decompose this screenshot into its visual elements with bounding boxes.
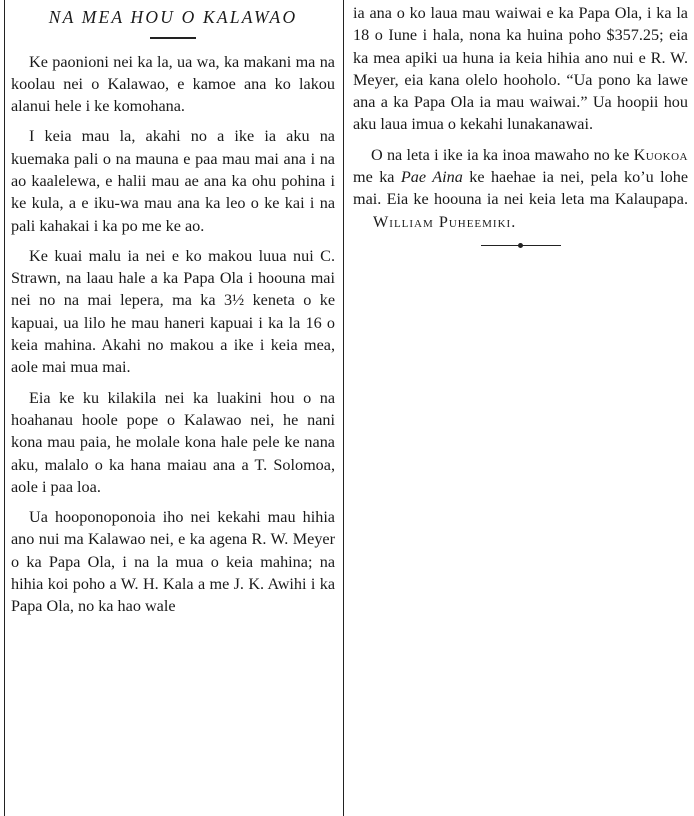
paragraph-letters (353, 144, 688, 233)
letters-text-between: me ka (353, 168, 395, 187)
paragraph-lumber-sale: Ke kuai malu ia nei e ko makou luua nui C. Strawn, na laau hale a ka Papa Ola i hoouna mai nei no na mai lepera, ma ka 3½ keneta o ke kapuai, ua lilo he mau haneri kapuai i ka la 16 o keia mahina. Akahi no makou a ike i keia mea, aole mai mua mai. (11, 246, 335, 377)
newspaper-name-kuokoa: Kuokoa (633, 145, 688, 164)
end-of-article-rule (481, 245, 561, 246)
article-column-left (4, 0, 344, 816)
paragraph-mountains: I keia mau la, akahi no a ike ia aku na kuemaka pali o na mauna e paa mau mai ana i na ao kaalelewa, e halii mau ae ana ka ohu pohina i ke kula, a e iku-wa mau ana ka leo o ke kai i na pali kahakai i ka po me ke ao. (11, 127, 335, 235)
end-rule-dot (518, 243, 523, 248)
paragraph-new-church: Eia ke ku kilakila nei ka luakini hou o na hoahanau hoole pope o Kalawao nei, he nani kona mau paia, he molale kona hale pele ke nana aku, malalo o ka hana maiau ana a T. Solomoa, aole i paa loa. (11, 388, 335, 496)
paragraph-court-cases: Ua hooponoponoia iho nei kekahi mau hihia ano nui ma Kalawao nei, e ka agena R. W. Meyer o ka Papa Ola, i na la mua o keia mahina; na hihia koi poho a W. H. Kala a me J. K. Awihi i ka Papa Ola, no ka hao wale (11, 508, 335, 616)
headline-rule (150, 37, 196, 39)
letters-text-start: O na leta i ike ia ka inoa mawaho no ke (371, 145, 630, 164)
author-signature: William Puheemiki. (373, 212, 517, 231)
article-column-right (345, 0, 694, 362)
article-headline: NA MEA HOU O KALAWAO (48, 7, 298, 27)
newspaper-name-pae-aina: Pae Aina (400, 168, 463, 187)
paragraph-weather: Ke paonioni nei ka la, ua wa, ka makani ma na koolau nei o Kalawao, e kamoe ana ko lakou alanui hele i ke komohana. (11, 52, 335, 116)
paragraph-court-cases-continued: ia ana o ko laua mau waiwai e ka Papa Ola, i ka la 18 o Iune i hala, nona ka huina poho $357.25; eia ka mea apiki ua huna ia keia hihia ano nui e R. W. Meyer, eia kana olelo hooholo. “Ua pono ka lawe ana a ka Papa Ola ia mau waiwai.” Ua hoopii hou aku laua imua o kekahi lunakanawai. (353, 4, 688, 134)
letters-text-end: ke haehae ia nei, pela ko’u lohe mai. Eia ke hoouna ia nei keia leta ma Kalaupapa. (353, 168, 689, 209)
